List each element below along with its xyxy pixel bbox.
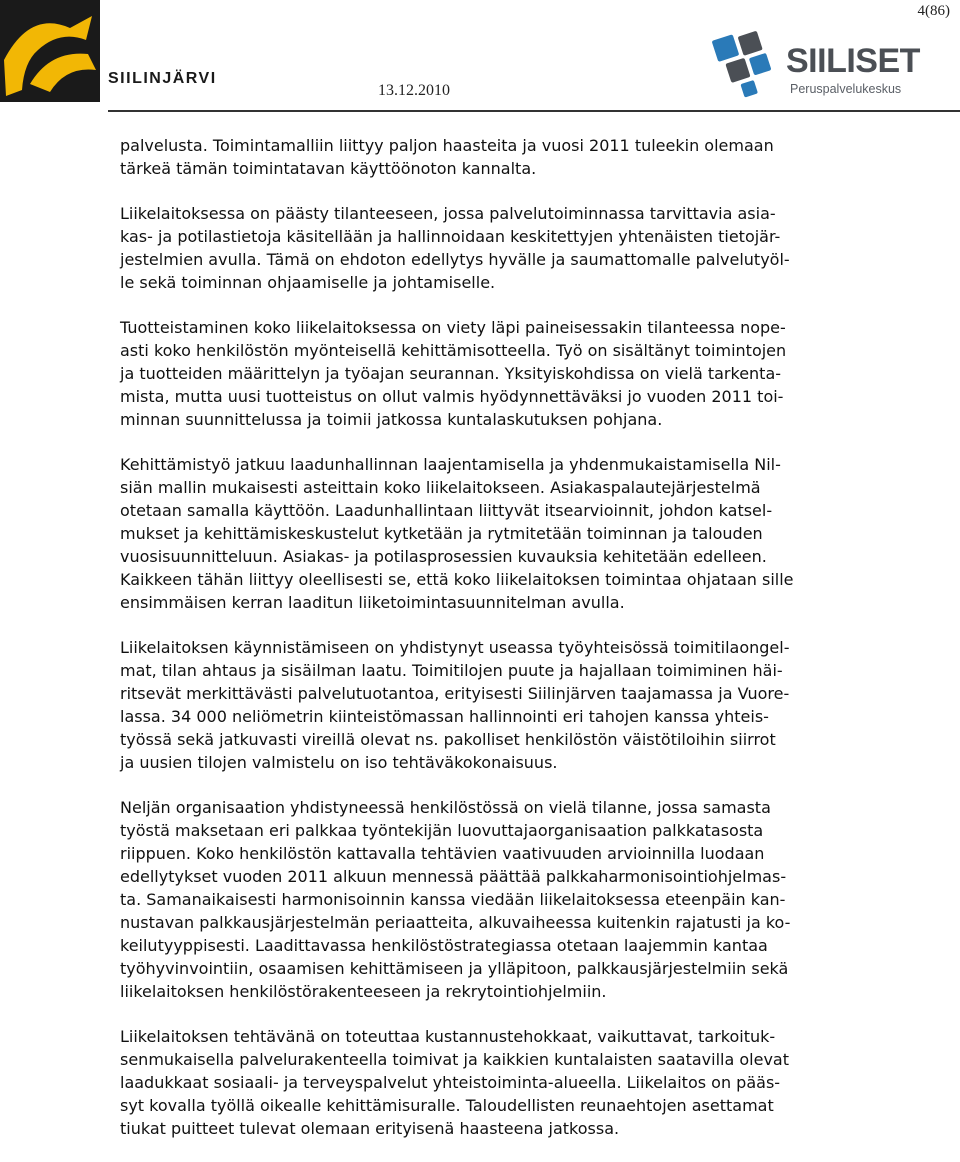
siilinjarvi-logo-icon <box>0 0 110 102</box>
siilinjarvi-logo-text: SIILINJÄRVI <box>108 70 217 87</box>
header-divider <box>108 110 960 112</box>
page-number: 4(86) <box>917 3 950 19</box>
paragraph: Neljän organisaation yhdistyneessä henkilöstössä on vielä tilanne, jossa samasta työstä maksetaan eri palkkaa työntekijän luovuttajaorganisaation palkkatasosta riippuen. Koko henkilöstön kattavalla tehtävien vaativuuden arvioinnilla luodaan edellytykset vuoden 2011 alkuun mennessä päättää palkkaharmonisointiohjelmas- ta. Samanaikaisesti harmonisoinnin kanssa viedään liikelaitoksessa eteenpäin kan- nustavan palkkausjärjestelmän periaatteita, alkuvaiheessa kuitenkin rajatusti ja ko- keilutyyppisesti. Laadittavassa henkilöstöstrategiassa otetaan laajemmin kantaa työhyvinvointiin, osaamisen kehittämiseen ja ylläpitoon, palkkausjärjestelmiin sekä liikelaitoksen henkilöstörakenteeseen ja rekrytointiohjelmiin. <box>120 798 791 1001</box>
siiliset-logo-subtitle: Peruspalvelukeskus <box>790 82 902 96</box>
document-date: 13.12.2010 <box>378 82 450 99</box>
paragraph: Kehittämistyö jatkuu laadunhallinnan laajentamisella ja yhdenmukaistamisella Nil- siän mallin mukaisesti asteittain koko liikelaitokseen. Asiakaspalautejärjestelmä otetaan samalla käyttöön. Laadunhallintaan liittyvät itsearvioinnit, johdon katsel- mukset ja kehittämiskeskustelut kytketään ja rytmitetään toiminnan ja talouden vuosisuunnitteluun. Asiakas- ja potilasprosessien kuvauksia kehitetään edelleen. Kaikkeen tähän liittyy oleellisesti se, että koko liikelaitoksen toimintaa ohjataan sille ensimmäisen kerran laaditun liiketoimintasuunnitelman avulla. <box>120 455 794 612</box>
paragraph: Liikelaitoksen käynnistämiseen on yhdistynyt useassa työyhteisössä toimitilaongel- mat, tilan ahtaus ja sisäilman laatu. Toimitilojen puute ja hajallaan toimiminen häi- ritsevät merkittävästi palvelutuotantoa, erityisesti Siilinjärven taajamassa ja Vuore- lassa. 34 000 neliömetrin kiinteistömassan hallinnointi eri tahojen kanssa yhteis- työssä sekä jatkuvasti vireillä olevat ns. pakolliset henkilöstön väistötiloihin siirrot ja uusien tilojen valmistelu on iso tehtäväkokonaisuus. <box>120 638 790 772</box>
paragraph: Liikelaitoksessa on päästy tilanteeseen, jossa palvelutoiminnassa tarvittavia asia- kas- ja potilastietoja käsitellään ja hallinnoidaan keskitettyjen yhtenäisten tietojär- jestelmien avulla. Tämä on ehdoton edellytys hyvälle ja saumattomalle palvelutyöl- le sekä toiminnan ohjaamiselle ja johtamiselle. <box>120 204 790 292</box>
paragraph: Liikelaitoksen tehtävänä on toteuttaa kustannustehokkaat, vaikuttavat, tarkoituk- senmukaisella palvelurakenteella toimivat ja kaikkien kuntalaisten saatavilla olevat laadukkaat sosiaali- ja terveyspalvelut yhteistoiminta-alueella. Liikelaitos on pääs- syt kovalla työllä oikealle kehittämisuralle. Taloudellisten reunaehtojen asettamat tiukat puitteet tulevat olemaan erityisenä haasteena jatkossa. <box>120 1027 789 1138</box>
document-body <box>120 134 910 1162</box>
siiliset-logo-name: SIILISET <box>786 42 920 80</box>
paragraph: Tuotteistaminen koko liikelaitoksessa on viety läpi paineisessakin tilanteessa nope- asti koko henkilöstön myönteisellä kehittämisotteella. Työ on sisältänyt toimintojen ja tuotteiden määrittelyn ja työajan seurannan. Yksityiskohdissa on vielä tarkenta- mista, mutta uusi tuotteistus on ollut valmis hyödynnettäväksi jo vuoden 2011 toi- minnan suunnittelussa ja toimii jatkossa kuntalaskutuksen pohjana. <box>120 318 787 429</box>
paragraph: palvelusta. Toimintamalliin liittyy paljon haasteita ja vuosi 2011 tuleekin olemaan tärkeä tämän toimintatavan käyttöönoton kannalta. <box>120 136 774 178</box>
